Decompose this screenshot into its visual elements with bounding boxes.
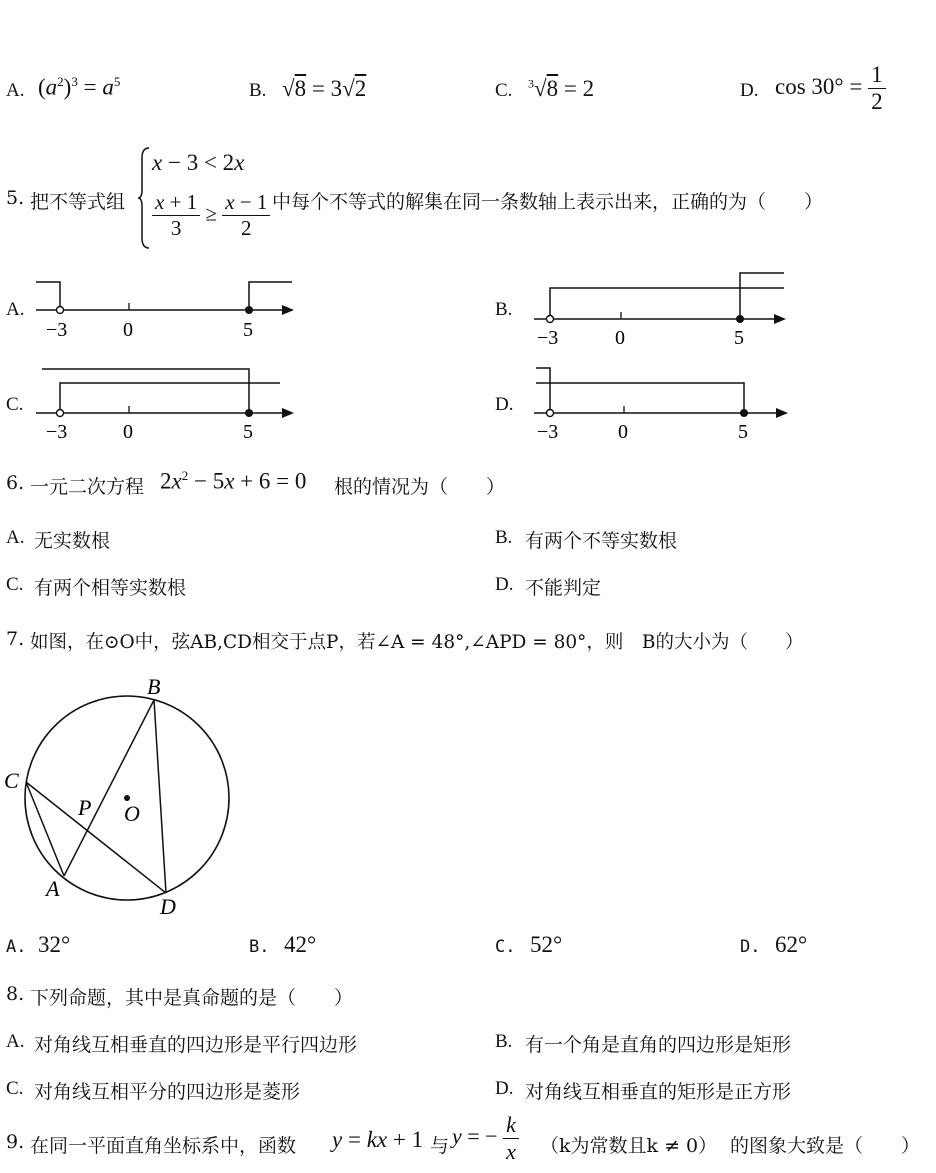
q8-option-a-text: 对角线互相垂直的四边形是平行四边形	[34, 1034, 358, 1056]
q4-option-b-label: B.	[249, 80, 267, 101]
q5-option-d-numberline	[530, 362, 800, 442]
closed-dot	[245, 409, 253, 417]
q5-option-a-numberline	[30, 270, 300, 345]
q7-option-c-label: C.	[495, 937, 516, 957]
segment-bd	[154, 700, 166, 893]
q5-option-c-numberline	[30, 362, 300, 442]
q4-option-a-label: A.	[6, 80, 25, 101]
q6-option-c-label: C.	[6, 574, 24, 595]
open-dot	[547, 410, 554, 417]
q9-number: 9.	[6, 1131, 25, 1153]
ray-left-to-5	[42, 369, 249, 410]
tick-label: 0	[615, 327, 625, 348]
q9-function-1: y = kx + 1	[332, 1127, 424, 1152]
q7-option-c-value: 52°	[530, 932, 563, 957]
q6-option-d-text: 不能判定	[525, 577, 602, 599]
q4-option-d-expression: cos 30° = $\frac{1}{2}$	[775, 62, 886, 115]
q5-inequality-2: $\frac{x + 1}{3}$ ≥ $\frac{x - 1}{2}$	[152, 190, 270, 241]
ray-right-from-minus3	[550, 288, 784, 316]
chord-ab	[64, 700, 154, 876]
open-dot	[57, 410, 64, 417]
q5-brace	[137, 146, 151, 250]
ray-left-to-5	[536, 383, 744, 410]
q8-option-c-text: 对角线互相平分的四边形是菱形	[34, 1081, 301, 1103]
point-a-label: A	[46, 876, 60, 901]
q9-condition: （k为常数且k ≠ 0）	[540, 1135, 718, 1157]
q7-option-b-label: B.	[249, 937, 270, 957]
q8-option-d-text: 对角线互相垂直的矩形是正方形	[525, 1081, 792, 1103]
tick-label: −3	[537, 327, 559, 348]
q5-prefix: 把不等式组	[30, 191, 126, 213]
q7-number: 7.	[6, 628, 25, 650]
q8-option-b-label: B.	[495, 1031, 513, 1052]
q5-option-b-numberline	[530, 268, 800, 348]
arrow-head	[282, 305, 294, 315]
ray-right-from-5	[740, 273, 784, 316]
tick-label: 0	[123, 319, 133, 341]
tick-label: 0	[123, 421, 133, 442]
q9-prefix: 在同一平面直角坐标系中，函数	[30, 1135, 297, 1157]
q8-option-c-label: C.	[6, 1078, 24, 1099]
q7-option-a-label: A.	[6, 937, 27, 957]
q7-option-a-value: 32°	[38, 932, 71, 957]
ray-left	[36, 282, 60, 307]
q5-option-c-label: C.	[6, 394, 24, 415]
q9-suffix: 的图象大致是（ ）	[730, 1135, 921, 1157]
arrow-head	[774, 314, 786, 324]
ray-right	[249, 282, 292, 307]
point-d-label: D	[160, 894, 176, 919]
q5-inequality-1: x − 3 < 2x	[152, 150, 245, 175]
tick-label: 0	[618, 421, 628, 442]
tick-label: 5	[734, 327, 744, 348]
q5-number: 5.	[6, 187, 25, 209]
segment-ca	[26, 782, 64, 876]
tick-label: 5	[738, 421, 748, 442]
q5-suffix: 中每个不等式的解集在同一条数轴上表示出来，正确的为（ ）	[272, 191, 824, 213]
q4-option-c-label: C.	[495, 80, 513, 101]
q5-option-d-label: D.	[495, 394, 514, 415]
point-b-label: B	[147, 674, 161, 699]
q9-conjunction: 与	[430, 1135, 450, 1157]
q5-option-b-label: B.	[495, 299, 513, 320]
q6-suffix: 根的情况为（ ）	[334, 476, 506, 498]
arrow-head	[776, 408, 788, 418]
q7-option-d-value: 62°	[775, 932, 808, 957]
q7-option-b-value: 42°	[284, 932, 317, 957]
point-p-label: P	[78, 795, 92, 820]
tick-label: 5	[243, 319, 253, 341]
q6-option-d-label: D.	[495, 574, 514, 595]
ray-left-to-minus3	[536, 368, 550, 410]
q6-option-b-label: B.	[495, 527, 513, 548]
closed-dot	[740, 409, 748, 417]
open-dot	[57, 307, 64, 314]
q4-option-a-expression: $(a^2)^3 = a^5$	[38, 74, 121, 100]
point-o-label: O	[124, 801, 140, 826]
q8-number: 8.	[6, 983, 25, 1005]
point-c-label: C	[4, 768, 19, 793]
q6-option-a-text: 无实数根	[34, 530, 111, 552]
q8-option-b-text: 有一个角是直角的四边形是矩形	[525, 1034, 792, 1056]
open-dot	[547, 316, 554, 323]
q8-option-a-label: A.	[6, 1031, 25, 1052]
q6-option-a-label: A.	[6, 527, 25, 548]
q4-option-c-expression: $^3$√8 = 2	[528, 76, 595, 101]
q8-stem: 下列命题，其中是真命题的是（ ）	[30, 987, 354, 1009]
q6-prefix: 一元二次方程	[30, 476, 145, 498]
arrow-head	[282, 408, 294, 418]
q7-stem: 如图，在⊙O中，弦AB,CD相交于点P，若∠A = 48°,∠APD = 80°，则 B的大小为（ ）	[30, 632, 804, 653]
q4-option-d-label: D.	[740, 80, 759, 101]
q7-option-d-label: D.	[740, 937, 761, 957]
tick-label: −3	[537, 421, 559, 442]
closed-dot	[245, 306, 253, 314]
closed-dot	[736, 315, 744, 323]
q8-option-d-label: D.	[495, 1078, 514, 1099]
q7-circle-figure	[0, 668, 250, 920]
tick-label: 5	[243, 421, 253, 442]
q6-option-c-text: 有两个相等实数根	[34, 577, 187, 599]
tick-label: −3	[46, 319, 68, 341]
q9-function-2: y = − $\frac{k}{x}$	[452, 1112, 519, 1165]
q4-option-b-expression: √8 = 3√2	[282, 76, 367, 101]
q6-equation: $2x^2 - 5x + 6 = 0$	[160, 468, 307, 494]
ray-right-from-minus3	[60, 383, 280, 410]
tick-label: −3	[46, 421, 68, 442]
q6-number: 6.	[6, 472, 25, 494]
q6-option-b-text: 有两个不等实数根	[525, 530, 678, 552]
q5-option-a-label: A.	[6, 299, 25, 320]
